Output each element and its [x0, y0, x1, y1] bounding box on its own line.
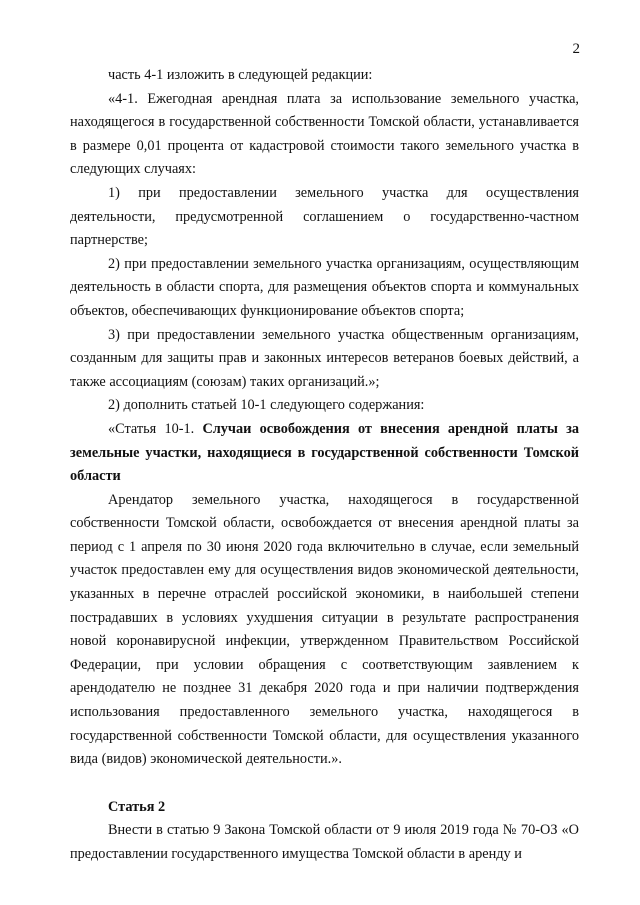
article-10-1-prefix: «Статья 10-1.	[108, 420, 203, 437]
paragraph-amendment-intro: часть 4-1 изложить в следующей редакции:	[108, 67, 373, 83]
document-body	[70, 64, 579, 867]
article-2-heading: Статья 2	[108, 798, 166, 815]
page-number: 2	[572, 41, 580, 57]
paragraph-case-2: 2) при предоставлении земельного участка организациям, осуществляющим деятельность в области спорта, для размещения объектов спорта и коммунальных объектов, обеспечивающих функционирование объектов спорта;	[70, 255, 579, 319]
paragraph-article-10-1-body: Арендатор земельного участка, находящегося в государственной собственности Томской области, освобождается от внесения арендной платы за период с 1 апреля по 30 июня 2020 года включительно в случае, если земельный участок предоставлен ему для осуществления видов экономической деятельности, указанных в перечне отраслей российской экономики, в наибольшей степени пострадавших в условиях ухудшения ситуации в результате распространения новой коронавирусной инфекции, утвержденном Правительством Российской Федерации, при условии обращения с соответствующим заявлением к арендодателю не позднее 31 декабря 2020 года и при наличии подтверждения использования предоставленного земельного участка, находящегося в государственной собственности Томской области, для осуществления указанного вида (видов) экономической деятельности.».	[70, 491, 579, 768]
paragraph-part-4-1: «4-1. Ежегодная арендная плата за использование земельного участка, находящегося в государственной собственности Томской области, устанавливается в размере 0,01 процента от кадастровой стоимости такого земельного участка в следующих случаях:	[70, 90, 579, 178]
paragraph-article-2-body: Внести в статью 9 Закона Томской области от 9 июля 2019 года № 70-ОЗ «О предоставлении государственного имущества Томской области в аренду и	[70, 822, 579, 862]
section-spacer	[70, 772, 579, 796]
paragraph-case-1: 1) при предоставлении земельного участка для осуществления деятельности, предусмотренной соглашением о государственно-частном партнерстве;	[70, 184, 579, 249]
paragraph-article-10-1-title	[70, 418, 579, 489]
article-10-1-bold-title: Случаи освобождения от внесения арендной платы за земельные участки, находящиеся в государственной собственности Томской области	[70, 420, 579, 485]
paragraph-case-3: 3) при предоставлении земельного участка общественным организациям, созданным для защиты прав и законных интересов ветеранов боевых действий, а также ассоциациям (союзам) таких организаций.»;	[70, 326, 579, 390]
paragraph-add-article-10-1: 2) дополнить статьей 10-1 следующего содержания:	[108, 397, 425, 414]
